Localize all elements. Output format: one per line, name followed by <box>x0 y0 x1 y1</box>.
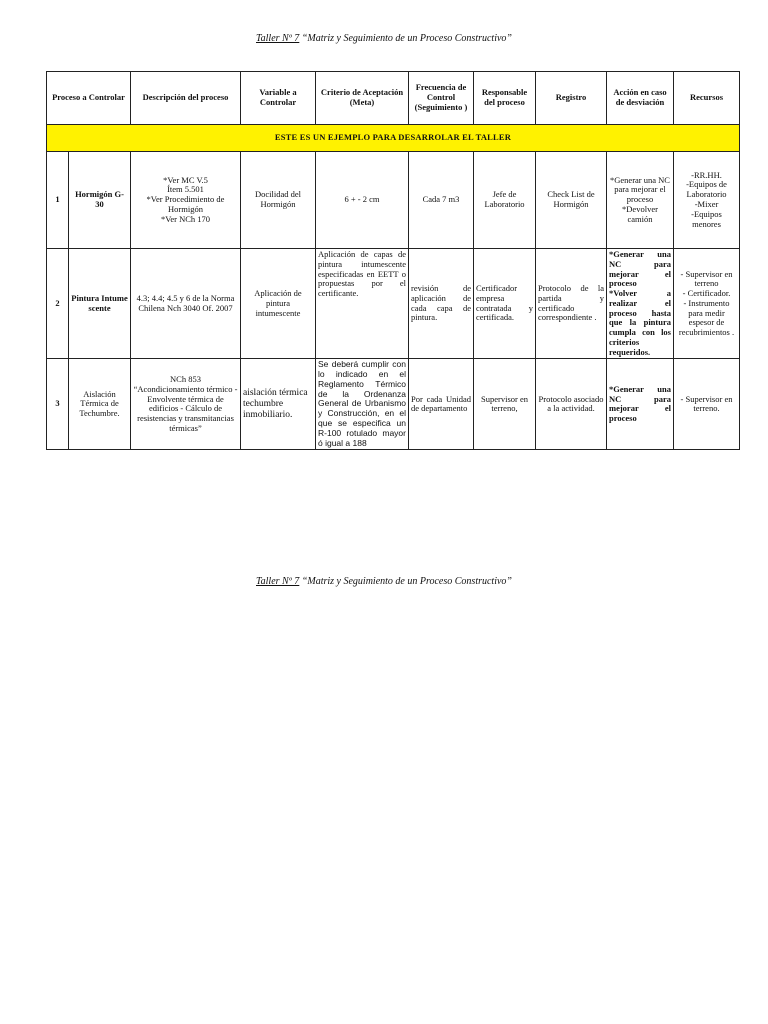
header-descripcion: Descripción del proceso <box>131 72 241 125</box>
cell-proceso: Aislación Térmica de Techumbre. <box>69 359 131 450</box>
example-banner: ESTE ES UN EJEMPLO PARA DESARROLAR EL TALLER <box>47 125 740 152</box>
title-rest: “Matriz y Seguimiento de un Proceso Constructivo” <box>299 33 512 44</box>
cell-descripcion: *Ver MC V.5 Ítem 5.501 *Ver Procedimiento de Hormigón *Ver NCh 170 <box>131 152 241 249</box>
cell-frecuencia: Cada 7 m3 <box>409 152 474 249</box>
process-matrix-table <box>46 71 740 450</box>
header-variable: Variable a Controlar <box>241 72 316 125</box>
title-prefix: Taller Nº 7 <box>256 33 300 44</box>
row-number: 1 <box>47 152 69 249</box>
cell-frecuencia: revisión de aplicación de cada capa de pintura. <box>409 249 474 359</box>
header-recursos: Recursos <box>674 72 740 125</box>
cell-registro: Protocolo asociado a la actividad. <box>536 359 607 450</box>
table-row <box>47 359 740 450</box>
cell-frecuencia: Por cada Unidad de departamento <box>409 359 474 450</box>
header-criterio: Criterio de Aceptación (Meta) <box>316 72 409 125</box>
cell-descripcion: NCh 853 “Acondicionamiento térmico - Envolvente térmica de edificios - Cálculo de resistencias y transmitancias térmicas” <box>131 359 241 450</box>
row-number: 3 <box>47 359 69 450</box>
header-responsable: Responsable del proceso <box>474 72 536 125</box>
cell-responsable: Supervisor en terreno, <box>474 359 536 450</box>
cell-recursos: - Supervisor en terreno - Certificador. - Instrumento para medir espesor de recubrimientos . <box>674 249 740 359</box>
document-title-bottom <box>0 576 768 587</box>
banner-row <box>47 125 740 152</box>
cell-descripcion: 4.3; 4.4; 4.5 y 6 de la Norma Chilena Nch 3040 Of. 2007 <box>131 249 241 359</box>
cell-proceso: Pintura Intumescente <box>69 249 131 359</box>
cell-responsable: Certificador empresa contratada y certificada. <box>474 249 536 359</box>
row-number: 2 <box>47 249 69 359</box>
header-registro: Registro <box>536 72 607 125</box>
cell-variable: Docilidad del Hormigón <box>241 152 316 249</box>
document-title-top <box>0 33 768 44</box>
cell-criterio: 6 + - 2 cm <box>316 152 409 249</box>
table-row <box>47 249 740 359</box>
cell-recursos: - Supervisor en terreno. <box>674 359 740 450</box>
cell-criterio: Aplicación de capas de pintura intumescente especificadas en EETT o propuestas por el certificante. <box>316 249 409 359</box>
cell-accion: *Generar una NC para mejorar el proceso *Volver a realizar el proceso hasta que la pintura cumpla con los criterios requeridos. <box>607 249 674 359</box>
cell-variable: Aplicación de pintura intumescente <box>241 249 316 359</box>
cell-accion: *Generar una NC para mejorar el proceso <box>607 359 674 450</box>
cell-proceso: Hormigón G-30 <box>69 152 131 249</box>
cell-registro: Check List de Hormigón <box>536 152 607 249</box>
cell-recursos: -RR.HH. -Equipos de Laboratorio -Mixer -Equipos menores <box>674 152 740 249</box>
header-proceso: Proceso a Controlar <box>47 72 131 125</box>
cell-criterio: Se deberá cumplir con lo indicado en el Reglamento Térmico de la Ordenanza General de Urbanismo y Construcción, en el que se especifica un R-100 rotulado mayor ó igual a 188 <box>316 359 409 450</box>
header-accion: Acción en caso de desviación <box>607 72 674 125</box>
title-prefix: Taller Nº 7 <box>256 576 300 587</box>
title-rest: “Matriz y Seguimiento de un Proceso Constructivo” <box>299 576 512 587</box>
cell-accion: *Generar una NC para mejorar el proceso *Devolver camión <box>607 152 674 249</box>
header-frecuencia: Frecuencia de Control (Seguimiento ) <box>409 72 474 125</box>
cell-registro: Protocolo de la partida y certificado correspondiente . <box>536 249 607 359</box>
cell-variable: aislación térmica techumbre inmobiliario. <box>241 359 316 450</box>
cell-responsable: Jefe de Laboratorio <box>474 152 536 249</box>
table-row <box>47 152 740 249</box>
header-row <box>47 72 740 125</box>
